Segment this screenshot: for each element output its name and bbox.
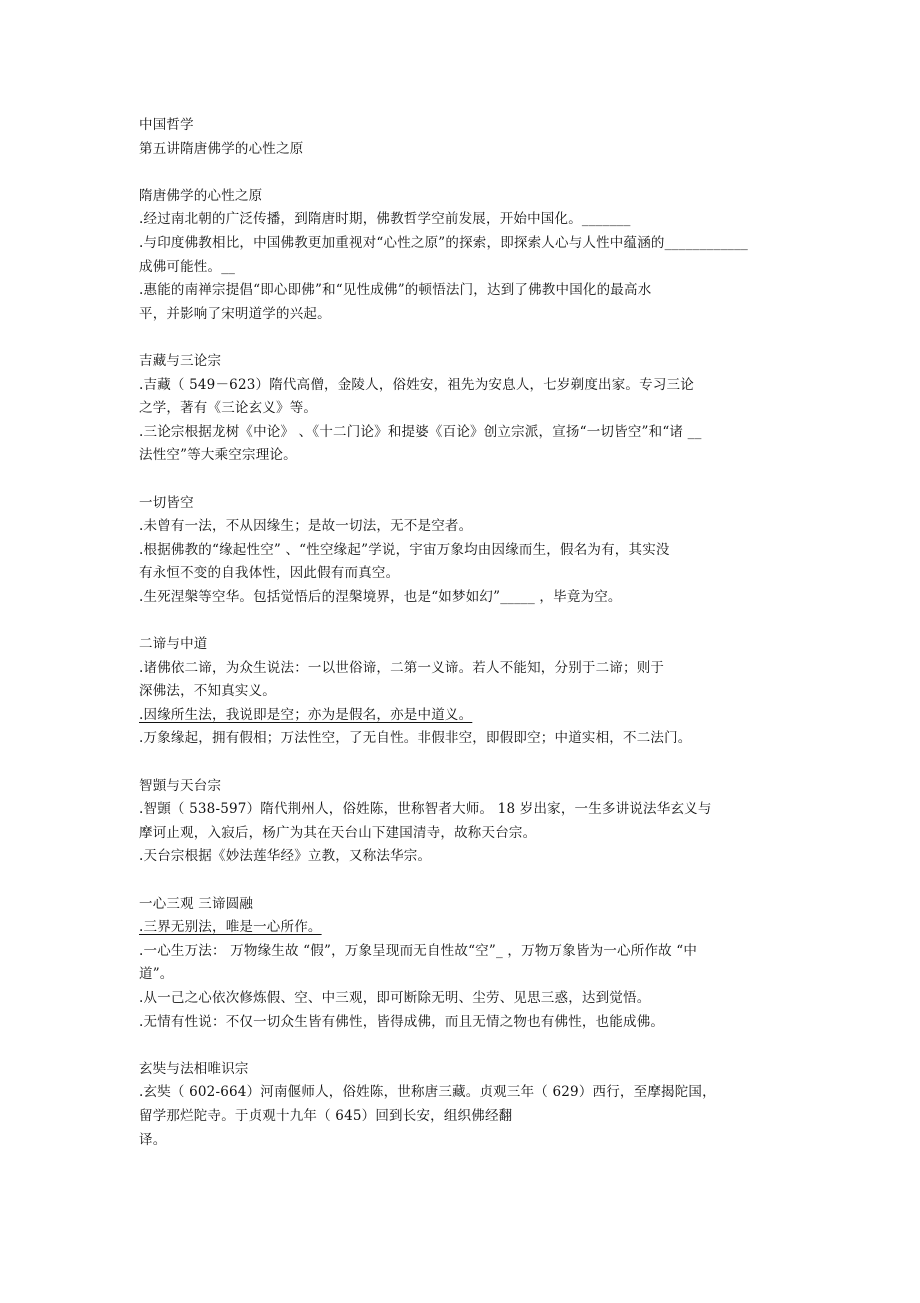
paragraph-line: .无情有性说：不仅一切众生皆有佛性，皆得成佛，而且无情之物也有佛性，也能成佛。 xyxy=(139,1013,665,1030)
section-zhiyi xyxy=(139,775,784,869)
section-heading: 一切皆空 xyxy=(139,494,194,511)
document-subtitle: 第五讲隋唐佛学的心性之原 xyxy=(139,140,304,157)
paragraph-line: .智顗（ 538-597）隋代荆州人，俗姓陈，世称智者大师。 18 岁出家，一生多讲说法华玄义与 xyxy=(139,801,712,818)
section-xinxing xyxy=(139,185,784,327)
section-heading: 智顗与天台宗 xyxy=(139,777,222,794)
document-title: 中国哲学 xyxy=(139,117,194,133)
paragraph-line: 平，并影响了宋明道学的兴起。 xyxy=(139,305,331,322)
document-page xyxy=(139,114,784,1152)
section-erdi xyxy=(139,633,784,751)
paragraph-line: .诸佛依二谛，为众生说法：一以世俗谛，二第一义谛。若人不能知，分别于二谛；则于 xyxy=(139,659,665,676)
paragraph-line: .生死涅槃等空华。包括觉悟后的涅槃境界，也是“如梦如幻”_____ ，毕竟为空。 xyxy=(139,588,622,605)
section-heading: 一心三观 三谛圆融 xyxy=(139,895,254,912)
paragraph-line: 有永恒不变的自我体性，因此假有而真空。 xyxy=(139,565,400,582)
paragraph-line: .玄奘（ 602-664）河南偃师人，俗姓陈，世称唐三藏。贞观三年（ 629）西行，至摩揭陀国， xyxy=(139,1084,716,1101)
section-yiqiejiekong xyxy=(139,492,784,610)
paragraph-line: 法性空”等大乘空宗理论。 xyxy=(139,447,297,464)
paragraph-line: .吉藏（ 549－623）隋代高僧，金陵人，俗姓安，祖先为安息人，七岁剃度出家。专习三论 xyxy=(139,376,694,393)
paragraph-line: 摩诃止观，入寂后，杨广为其在天台山下建国清寺，故称天台宗。 xyxy=(139,824,537,841)
section-heading: 隋唐佛学的心性之原 xyxy=(139,187,263,204)
paragraph-line: .根据佛教的“缘起性空” 、“性空缘起”学说，宇宙万象均由因缘而生，假名为有，其实没 xyxy=(139,541,670,558)
paragraph-line: .万象缘起，拥有假相；万法性空，了无自性。非假非空，即假即空；中道实相，不二法门。 xyxy=(139,730,692,747)
paragraph-line: 译。 xyxy=(139,1131,167,1148)
paragraph-line: 深佛法，不知真实义。 xyxy=(139,683,276,700)
paragraph-line: .未曾有一法，不从因缘生；是故一切法，无不是空者。 xyxy=(139,518,473,535)
paragraph-line: 留学那烂陀寺。于贞观十九年（ 645）回到长安，组织佛经翻 xyxy=(139,1107,513,1124)
paragraph-line: 之学，著有《三论玄义》等。 xyxy=(139,400,318,417)
paragraph-line: .天台宗根据《妙法莲华经》立教，又称法华宗。 xyxy=(139,848,432,865)
paragraph-line: .因缘所生法，我说即是空；亦为是假名，亦是中道义。 xyxy=(139,706,473,723)
section-xuanzang xyxy=(139,1058,784,1152)
paragraph-line: .从一己之心依次修炼假、空、中三观，即可断除无明、尘劳、见思三惑，达到觉悟。 xyxy=(139,989,651,1006)
paragraph-line: .与印度佛教相比，中国佛教更加重视对“心性之原”的探索，即探索人心与人性中蕴涵的____________ xyxy=(139,234,748,251)
paragraph-line: .三论宗根据龙树《中论》 、《十二门论》和提婆《百论》创立宗派，宣扬“一切皆空”和“诸 __ xyxy=(139,423,702,440)
section-heading: 玄奘与法相唯识宗 xyxy=(139,1060,249,1077)
paragraph-line: .经过南北朝的广泛传播，到隋唐时期，佛教哲学空前发展，开始中国化。_______ xyxy=(139,211,631,228)
section-heading: 二谛与中道 xyxy=(139,636,208,653)
paragraph-line: .三界无别法，唯是一心所作。 xyxy=(139,919,322,936)
section-jizang xyxy=(139,350,784,468)
section-yixinsanguan xyxy=(139,893,784,1035)
paragraph-line: 道”。 xyxy=(139,966,174,983)
section-heading: 吉藏与三论宗 xyxy=(139,352,222,369)
paragraph-line: .一心生万法： 万物缘生故 “假”，万象呈现而无自性故“空”_ ，万物万象皆为一心所作故 “中 xyxy=(139,942,698,959)
paragraph-line: 成佛可能性。__ xyxy=(139,258,236,275)
paragraph-line: .惠能的南禅宗提倡“即心即佛”和“见性成佛”的顿悟法门，达到了佛教中国化的最高水 xyxy=(139,282,652,299)
